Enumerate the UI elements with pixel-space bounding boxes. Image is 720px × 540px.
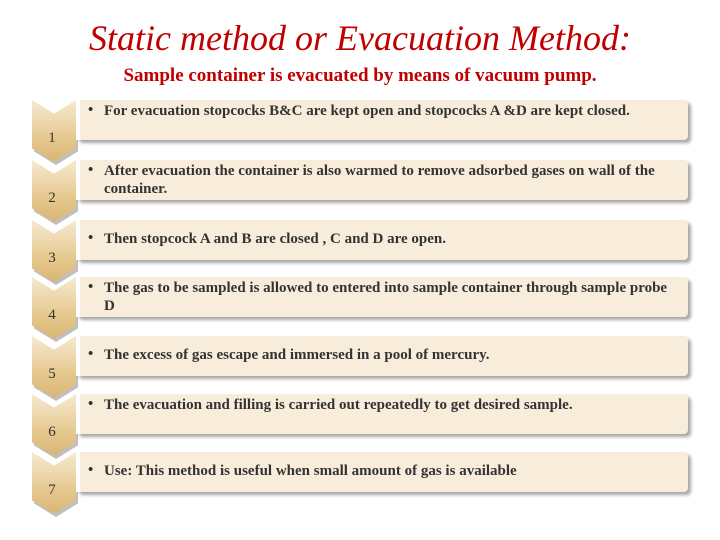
step-card: [76, 452, 688, 492]
step-row-7: [0, 452, 720, 514]
step-row-1: [0, 100, 720, 162]
step-text: The evacuation and filling is carried out repeatedly to get desired sample.: [104, 397, 573, 413]
step-text: Then stopcock A and B are closed , C and D are open.: [104, 231, 446, 247]
step-text: The excess of gas escape and immersed in a pool of mercury.: [104, 347, 490, 363]
step-card: [76, 100, 688, 140]
bullet-icon: •: [88, 279, 94, 295]
step-card: [76, 336, 688, 376]
step-number: 5: [48, 366, 56, 382]
step-row-5: [0, 336, 720, 398]
bullet-icon: •: [88, 346, 94, 362]
step-number: 4: [48, 307, 56, 323]
step-row-4: [0, 277, 720, 339]
bullet-icon: •: [88, 462, 94, 478]
step-text: For evacuation stopcocks B&C are kept open and stopcocks A &D are kept closed.: [104, 103, 630, 119]
step-card: [76, 394, 688, 434]
step-row-2: [0, 160, 720, 222]
bullet-icon: •: [88, 396, 94, 412]
step-number: 6: [48, 424, 56, 440]
step-number: 2: [48, 190, 56, 206]
step-card: [76, 220, 688, 260]
step-card: [76, 277, 688, 317]
step-row-6: [0, 394, 720, 456]
step-number: 7: [48, 482, 56, 498]
step-card: [76, 160, 688, 200]
bullet-icon: •: [88, 162, 94, 178]
slide-title: Static method or Evacuation Method:: [89, 18, 631, 58]
step-number: 3: [48, 250, 56, 266]
step-row-3: [0, 220, 720, 282]
bullet-icon: •: [88, 230, 94, 246]
bullet-icon: •: [88, 102, 94, 118]
step-text: Use: This method is useful when small amount of gas is available: [104, 463, 517, 479]
step-text: After evacuation the container is also warmed to remove adsorbed gases on wall of the container.: [104, 163, 655, 197]
slide-subtitle: Sample container is evacuated by means of vacuum pump.: [123, 65, 597, 86]
step-number: 1: [48, 130, 56, 146]
step-text: The gas to be sampled is allowed to entered into sample container through sample probe D: [104, 280, 668, 314]
